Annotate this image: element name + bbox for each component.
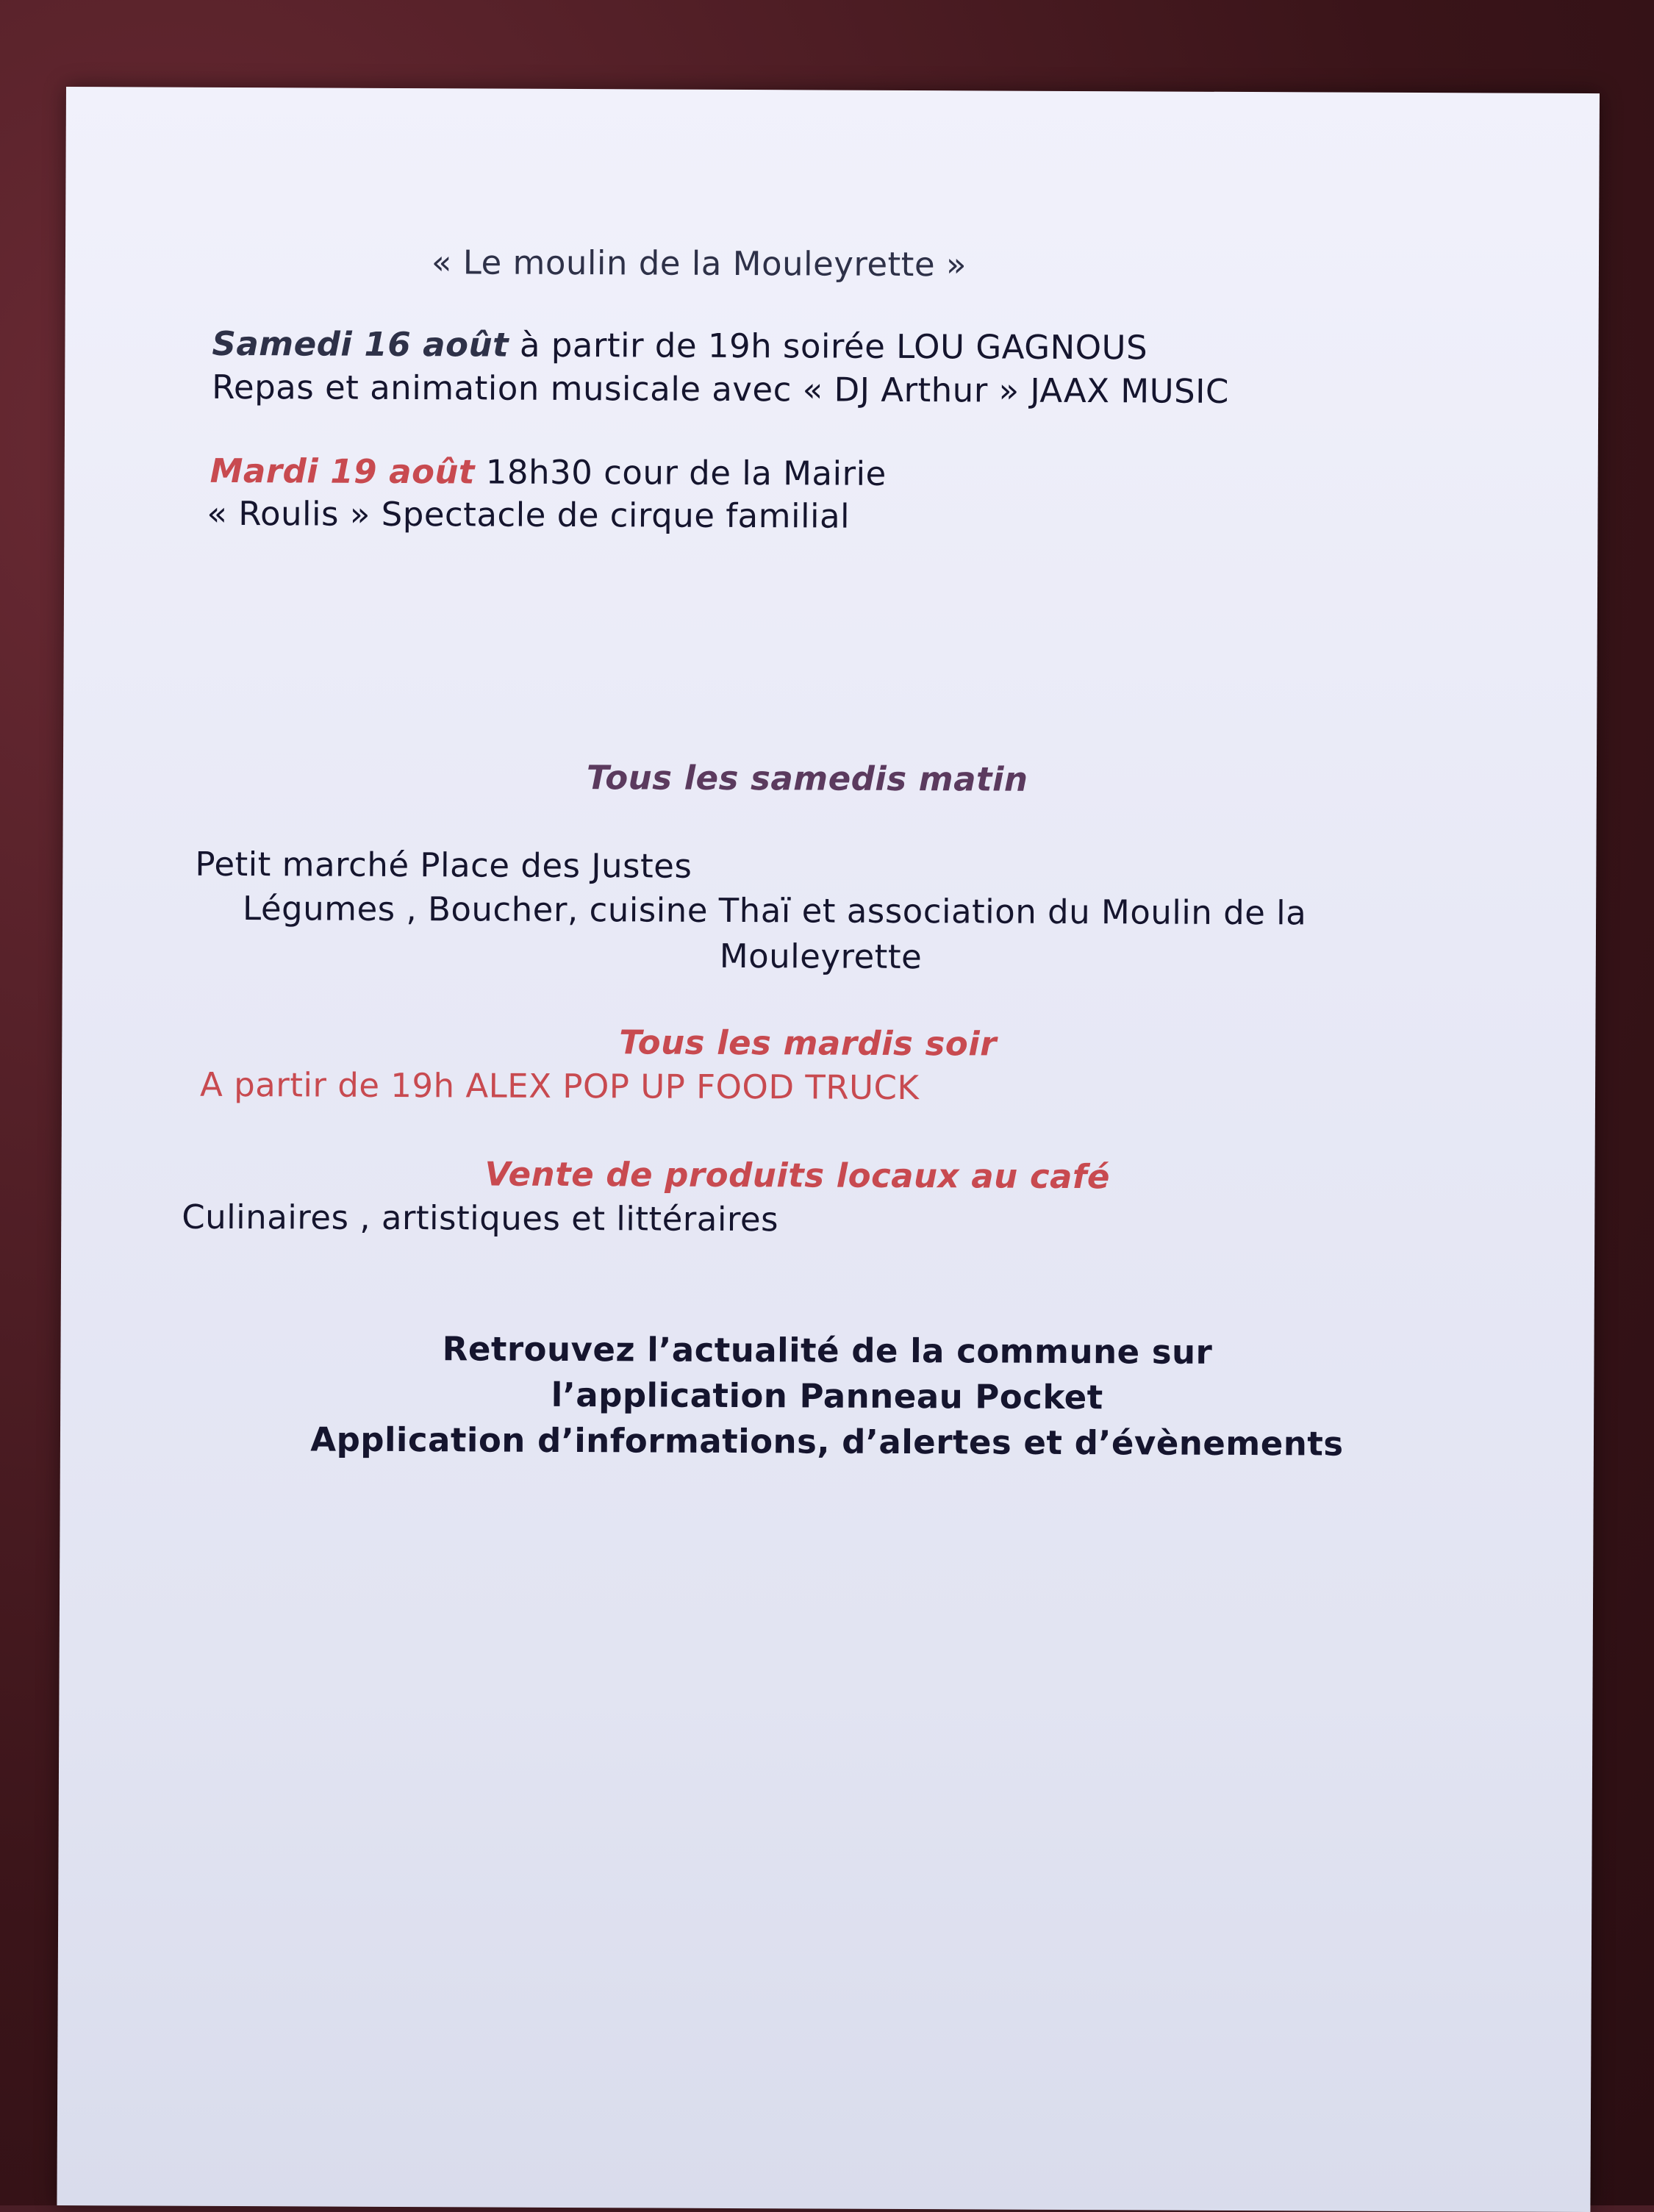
event-2-description: « Roulis » Spectacle de cirque familial: [207, 493, 851, 536]
event-1-heading: [212, 324, 1148, 368]
flyer-title: « Le moulin de la Mouleyrette »: [431, 243, 967, 284]
event-2-time-place: 18h30 cour de la Mairie: [474, 452, 887, 493]
event-1-description: Repas et animation musicale avec « DJ Arthur » JAAX MUSIC: [212, 367, 1229, 411]
footer-line-1: Retrouvez l’actualité de la commune sur: [442, 1329, 1213, 1372]
saturday-line-2: Légumes , Boucher, cuisine Thaï et association du Moulin de la: [243, 889, 1307, 933]
event-1-time-place: à partir de 19h soirée LOU GAGNOUS: [508, 325, 1148, 368]
local-products-heading: Vente de produits locaux au café: [484, 1154, 1111, 1197]
local-products-detail: Culinaires , artistiques et littéraires: [182, 1197, 779, 1239]
footer-line-2: l’application Panneau Pocket: [551, 1375, 1103, 1417]
event-2-heading: [210, 451, 887, 493]
event-2-date: Mardi 19 août: [210, 451, 476, 492]
saturday-heading: Tous les samedis matin: [586, 758, 1028, 799]
saturday-line-3: Mouleyrette: [719, 936, 923, 977]
event-1-date: Samedi 16 août: [212, 323, 509, 365]
tuesday-heading: Tous les mardis soir: [619, 1023, 998, 1064]
flyer-sheet: [57, 87, 1600, 2212]
saturday-line-1: Petit marché Place des Justes: [195, 844, 692, 886]
footer-line-3: Application d’informations, d’alertes et d’évènements: [310, 1420, 1344, 1464]
tuesday-detail: A partir de 19h ALEX POP UP FOOD TRUCK: [199, 1064, 920, 1108]
